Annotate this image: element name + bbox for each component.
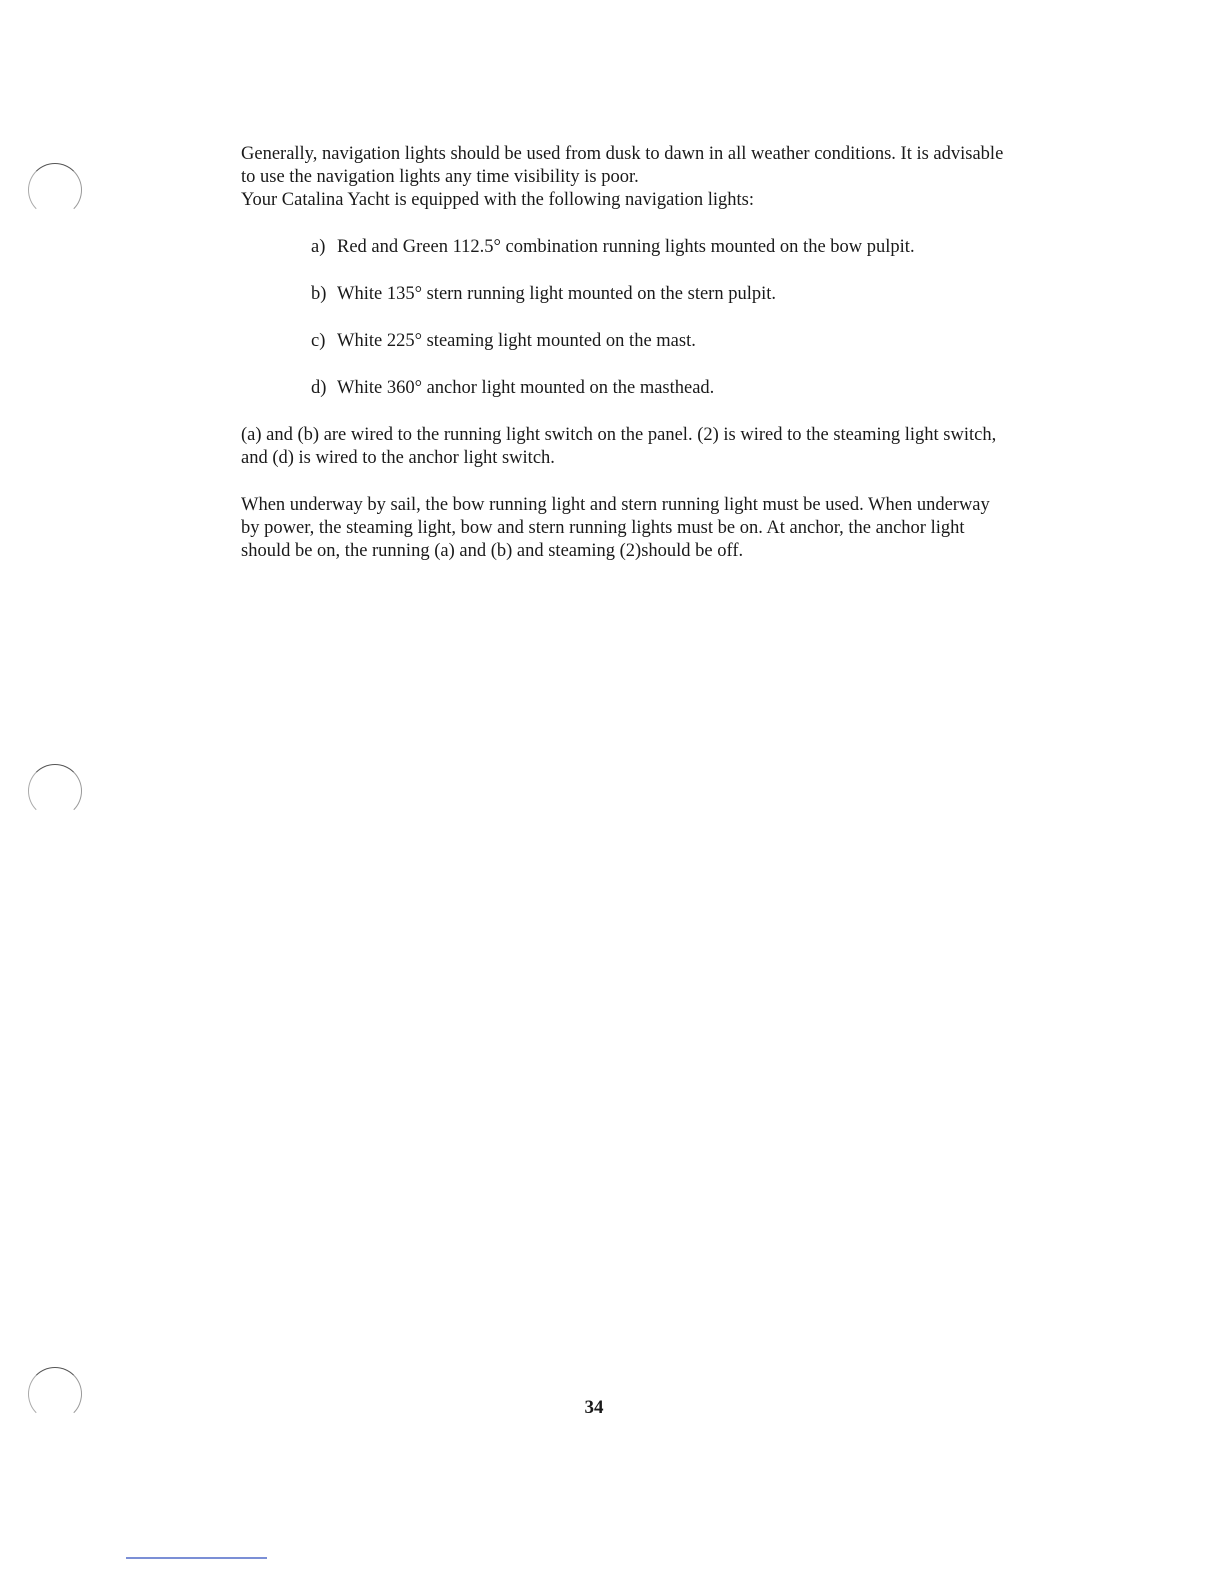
list-marker: c) [311,331,326,351]
navigation-lights-list [241,236,1011,400]
list-item [241,330,1011,353]
binder-hole-mark [28,764,82,818]
intro-equipment-line: Your Catalina Yacht is equipped with the following navigation lights: [241,190,755,210]
list-marker: b) [311,284,327,304]
page-number: 34 [584,1397,604,1418]
intro-paragraph: Generally, navigation lights should be used from dusk to dawn in all weather conditions. It is advisable to use the navigation lights any time visibility is poor. [241,144,1004,187]
list-item-text: White 225° steaming light mounted on the mast. [337,331,696,351]
list-item [241,283,1011,306]
list-item [241,377,1011,400]
list-item-text: White 360° anchor light mounted on the masthead. [337,378,715,398]
list-item [241,236,1011,259]
list-item-text: Red and Green 112.5° combination running lights mounted on the bow pulpit. [337,237,915,257]
list-marker: d) [311,378,327,398]
list-marker: a) [311,237,326,257]
usage-paragraph: When underway by sail, the bow running light and stern running light must be used. When underway by power, the steaming light, bow and stern running lights must be on. At anchor, the anchor light should be on, the running (a) and (b) and steaming (2)should be off. [241,495,990,561]
binder-hole-mark [28,163,82,217]
body-text [241,143,1011,563]
scan-edge-line [126,1557,267,1559]
list-item-text: White 135° stern running light mounted on the stern pulpit. [337,284,777,304]
wiring-paragraph: (a) and (b) are wired to the running light switch on the panel. (2) is wired to the steaming light switch, and (d) is wired to the anchor light switch. [241,425,997,468]
